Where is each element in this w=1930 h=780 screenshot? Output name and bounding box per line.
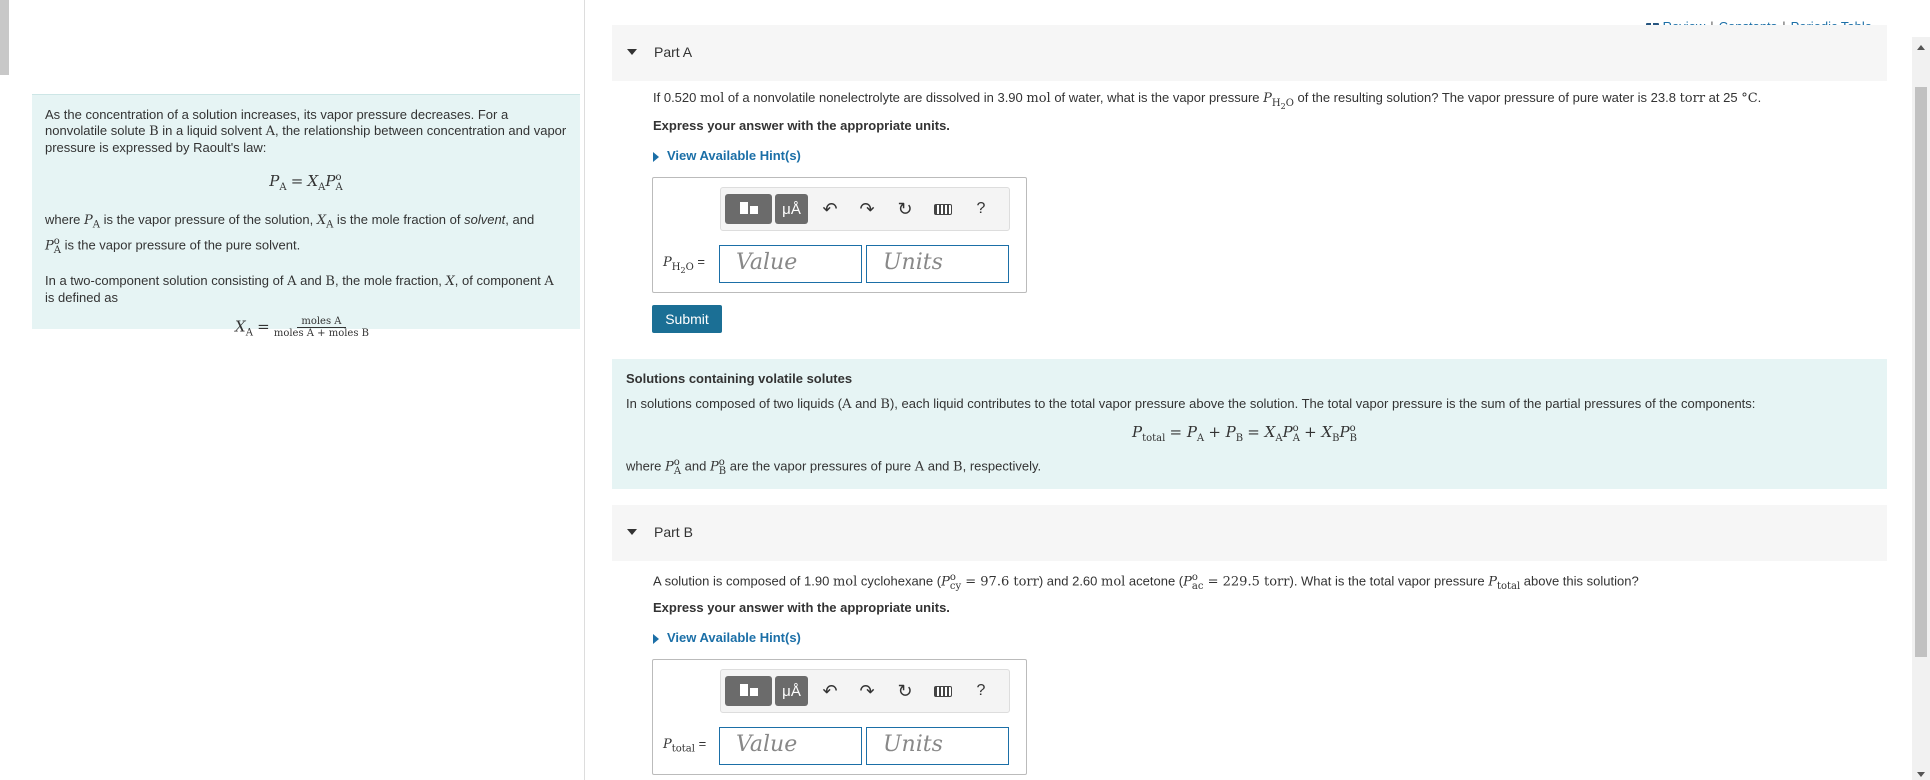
units-input[interactable]: Units xyxy=(866,245,1009,283)
question-panel xyxy=(585,0,1912,780)
part-a-header[interactable] xyxy=(612,25,1887,81)
left-scrollbar[interactable] xyxy=(0,0,9,75)
part-a-instructions: Express your answer with the appropriate units. xyxy=(653,118,950,133)
scrollbar-thumb[interactable] xyxy=(1915,87,1927,657)
undo-icon[interactable]: ↶ xyxy=(822,680,838,701)
part-b-hint-toggle[interactable]: View Available Hint(s) xyxy=(653,630,801,645)
redo-icon[interactable]: ↷ xyxy=(859,198,875,219)
caret-right-icon xyxy=(653,152,659,162)
raoult-intro-text: As the concentration of a solution increases, its vapor pressure decreases. For a nonvolatile solute B in a liquid solvent A, the relationship between concentration and vapor pressure is expressed by Raoult's law: xyxy=(45,107,567,155)
part-a-hint-toggle[interactable]: View Available Hint(s) xyxy=(653,148,801,163)
part-b-answer-box xyxy=(652,659,1027,775)
raoult-law-equation: $P_A = X_AP^o_A$ xyxy=(269,172,343,193)
math-toolbar xyxy=(720,669,1010,713)
help-icon[interactable]: ? xyxy=(976,200,986,217)
scroll-down-icon[interactable] xyxy=(1917,772,1925,777)
volatile-solutes-info-box xyxy=(612,359,1887,489)
answer-variable-label: $P_{H_2O}$ = xyxy=(663,254,705,275)
info-where-text: where $P^o_A$ and $P^o_B$ are the vapor pressures of pure A and B, respectively. xyxy=(626,457,1042,477)
mole-fraction-text: In a two-component solution consisting of A and B, the mole fraction, X, of component A is defined as xyxy=(45,272,554,305)
math-toolbar xyxy=(720,187,1010,231)
keyboard-icon[interactable] xyxy=(931,676,955,706)
units-input[interactable]: Units xyxy=(866,727,1009,765)
total-pressure-equation: $P_{total} = P_A + P_B = X_AP^o_A + X_BP^o_B$ xyxy=(1132,423,1357,444)
keyboard-icon[interactable] xyxy=(931,194,955,224)
caret-right-icon xyxy=(653,634,659,644)
value-input[interactable]: Value xyxy=(719,727,862,765)
templates-icon[interactable] xyxy=(725,676,772,706)
info-body-text: In solutions composed of two liquids (A and B), each liquid contributes to the total vapor pressure above the solution. The total vapor pressure is the sum of the partial pressures of the components: xyxy=(626,396,1756,412)
collapse-triangle-icon xyxy=(627,529,637,535)
answer-variable-label: $P_{total}$ = xyxy=(663,736,707,755)
intro-panel xyxy=(9,0,585,780)
info-heading: Solutions containing volatile solutes xyxy=(626,371,853,386)
value-input[interactable]: Value xyxy=(719,245,862,283)
units-icon[interactable]: μÅ xyxy=(775,194,808,224)
reset-icon[interactable]: ↻ xyxy=(897,680,913,701)
part-b-instructions: Express your answer with the appropriate units. xyxy=(653,600,950,615)
undo-icon[interactable]: ↶ xyxy=(822,198,838,219)
part-b-header[interactable] xyxy=(612,505,1887,561)
help-icon[interactable]: ? xyxy=(976,682,986,699)
collapse-triangle-icon xyxy=(627,49,637,55)
part-a-question: If 0.520 mol of a nonvolatile nonelectrolyte are dissolved in 3.90 mol of water, what is the vapor pressure $P_{H_2O}$ of the resulting solution? The vapor pressure of pure water is 23.8 torr at 25 °C. xyxy=(653,90,1762,111)
part-b-question: A solution is composed of 1.90 mol cyclohexane ($P^o_{cy} = 97.6$ torr) and 2.60 mol acetone ($P^o_{ac} = 229.5$ torr). What is the total vapor pressure $P_{total}$ above this solution? xyxy=(653,572,1639,592)
part-b-title: Part B xyxy=(654,524,693,540)
templates-icon[interactable] xyxy=(725,194,772,224)
vertical-scrollbar[interactable] xyxy=(1912,37,1930,780)
part-a-answer-box xyxy=(652,177,1027,293)
raoult-where-text: where $P_A$ is the vapor pressure of the solution, $X_A$ is the mole fraction of solvent, and $P^o_A$ is the vapor pressure of the pure solvent. xyxy=(45,212,535,256)
units-icon[interactable]: μÅ xyxy=(775,676,808,706)
mole-fraction-equation: $X_A$ = $\frac{\text{moles A}}{\text{moles A + moles B}}$ xyxy=(235,315,370,339)
reset-icon[interactable]: ↻ xyxy=(897,198,913,219)
submit-button[interactable]: Submit xyxy=(652,305,722,333)
redo-icon[interactable]: ↷ xyxy=(859,680,875,701)
part-a-title: Part A xyxy=(654,44,693,60)
scroll-up-icon[interactable] xyxy=(1917,45,1925,50)
intro-box xyxy=(32,94,580,339)
